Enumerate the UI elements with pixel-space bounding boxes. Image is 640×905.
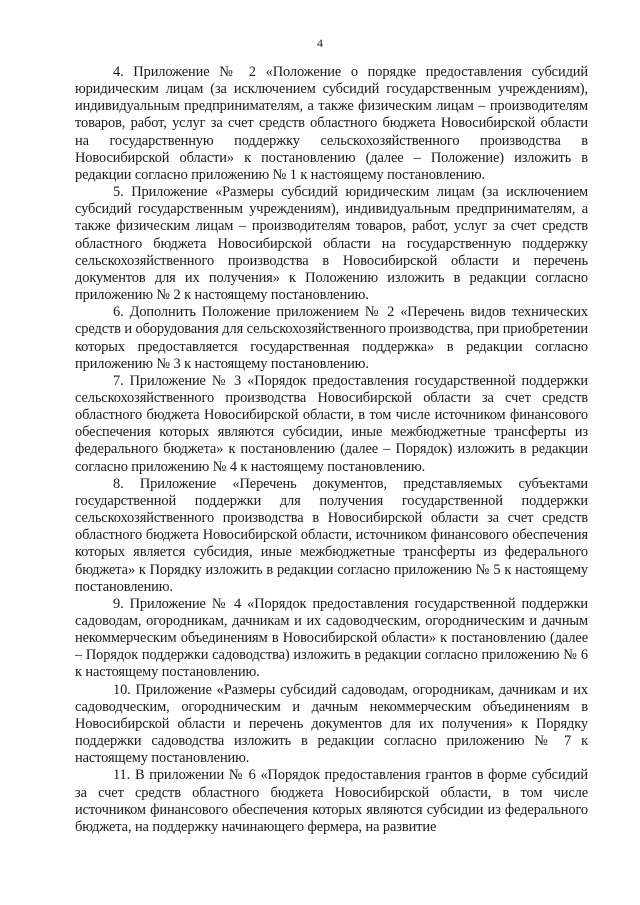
paragraph-item-4: 4. Приложение № 2 «Положение о порядке предоставления субсидий юридическим лицам (за исключением субсидий государственным учреждениям), индивидуальным предпринимателям, а также физическим лицам – производителям товаров, работ, услуг за счет средств областного бюджета Новосибирской области на государственную поддержку сельскохозяйственного производства в Новосибирской области» к постановлению (далее – Положение) изложить в редакции согласно приложению № 1 к настоящему постановлению. (75, 64, 588, 183)
paragraph-item-5: 5. Приложение «Размеры субсидий юридическим лицам (за исключением субсидий государственным учреждениям), индивидуальным предпринимателям, а также физическим лицам – производителям товаров, работ, услуг за счет средств областного бюджета Новосибирской области на государственную поддержку сельскохозяйственного производства в Новосибирской области и перечень документов для их получения» к Положению изложить в редакции согласно приложению № 2 к настоящему постановлению. (75, 184, 588, 304)
document-body (75, 64, 588, 836)
paragraph-item-8: 8. Приложение «Перечень документов, представляемых субъектами государственной поддержки для получения государственной поддержки сельскохозяйственного производства в Новосибирской области за счет средств областного бюджета Новосибирской области, источником финансового обеспечения которых является субсидия, иные межбюджетные трансферты из федерального бюджета» к Порядку изложить в редакции согласно приложению № 5 к настоящему постановлению. (75, 475, 588, 595)
paragraph-item-7: 7. Приложение № 3 «Порядок предоставления государственной поддержки сельскохозяйственного производства Новосибирской области за счет средств областного бюджета Новосибирской области, в том числе источником финансового обеспечения которых являются субсидии, иные межбюджетные трансферты из федерального бюджета» к постановлению (далее – Порядок) изложить в редакции согласно приложению № 4 к настоящему постановлению. (75, 372, 588, 475)
page-number: 4 (317, 36, 323, 50)
paragraph-item-6: 6. Дополнить Положение приложением № 2 «Перечень видов технических средств и оборудования для сельскохозяйственного производства, при приобретении которых предоставляется государственная поддержка» в редакции согласно приложению № 3 к настоящему постановлению. (75, 304, 588, 372)
paragraph-item-9: 9. Приложение № 4 «Порядок предоставления государственной поддержки садоводам, огородникам, дачникам и их садоводческим, огородническим и дачным некоммерческим объединениям в Новосибирской области» к постановлению (далее – Порядок поддержки садоводства) изложить в редакции согласно приложению № 6 к настоящему постановлению. (75, 595, 588, 681)
paragraph-item-11: 11. В приложении № 6 «Порядок предоставления грантов в форме субсидий за счет средств областного бюджета Новосибирской области, в том числе источником финансового обеспечения которых являются субсидии из федерального бюджета, на поддержку начинающего фермера, на развитие (75, 767, 588, 835)
paragraph-item-10: 10. Приложение «Размеры субсидий садоводам, огородникам, дачникам и их садоводческим, огородническим и дачным некоммерческим объединениям в Новосибирской области и перечень документов для их получения» к Порядку поддержки садоводства изложить в редакции согласно приложению № 7 к настоящему постановлению. (75, 681, 588, 767)
